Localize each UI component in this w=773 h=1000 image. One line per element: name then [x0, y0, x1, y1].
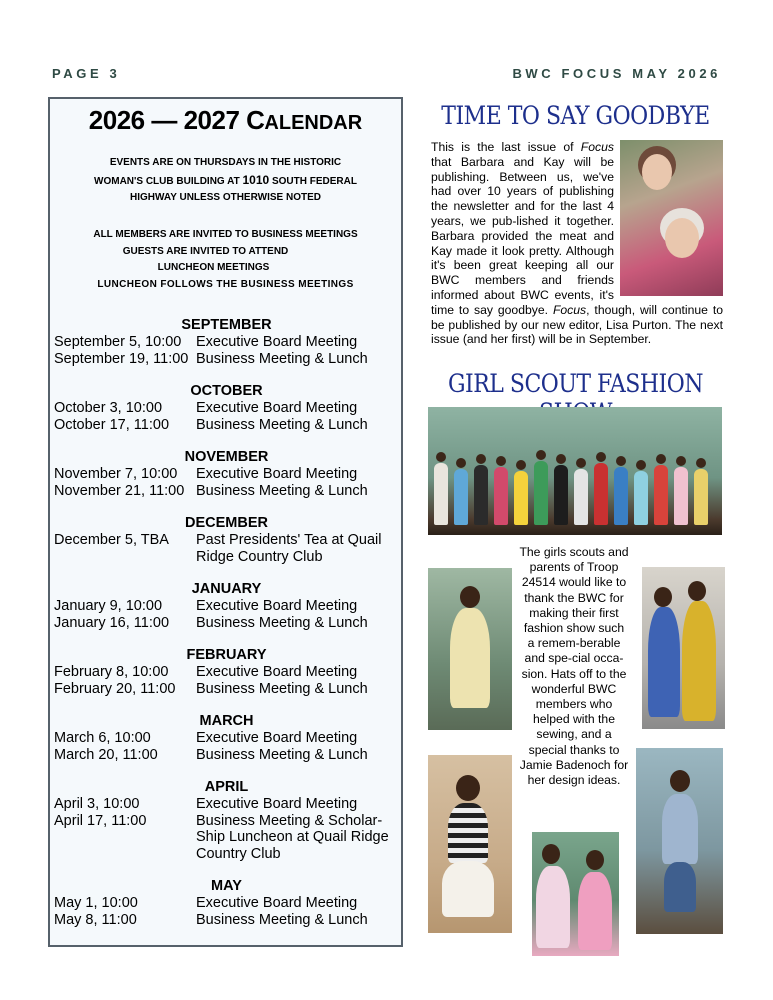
- month-heading: OCTOBER: [190, 383, 263, 399]
- event-title: Business Meeting & Scholar-Ship Luncheon at Quail Ridge Country Club: [196, 812, 389, 862]
- event-date: October 17, 11:00: [54, 416, 170, 433]
- event-date: November 21, 11:00: [54, 482, 185, 499]
- calendar-title: [50, 105, 401, 136]
- focus-name: Focus: [580, 140, 614, 154]
- calendar-event: [54, 532, 399, 565]
- event-title: Business Meeting & Lunch: [196, 680, 368, 697]
- stage-group-photo: [428, 407, 722, 535]
- focus-name: Focus: [552, 302, 587, 317]
- calendar-invite-note: [50, 227, 401, 293]
- calendar-box: [48, 97, 403, 947]
- note-line: GUESTS ARE INVITED TO ATTEND: [122, 245, 289, 257]
- calendar-event: [54, 895, 399, 912]
- calendar-event: [54, 400, 399, 417]
- event-title: Executive Board Meeting: [196, 466, 358, 482]
- event-date: March 6, 10:00: [54, 730, 151, 746]
- calendar-event-list: [54, 317, 399, 928]
- calendar-event: [54, 796, 399, 813]
- event-title: Business Meeting & Lunch: [196, 911, 368, 928]
- calendar-title-main: 2026 — 2027 C: [88, 105, 265, 135]
- month-heading: NOVEMBER: [184, 449, 269, 465]
- month-heading: MAY: [211, 878, 242, 894]
- month-heading: SEPTEMBER: [181, 317, 272, 333]
- goodbye-text: This is the last issue of: [431, 140, 581, 154]
- note-line: LUNCHEON FOLLOWS THE BUSINESS MEETINGS: [97, 278, 354, 290]
- calendar-event: [54, 334, 399, 351]
- scout-photo-pair: [642, 567, 725, 729]
- calendar-event: [54, 664, 399, 681]
- calendar-location-note: [50, 155, 401, 207]
- event-title: Business Meeting & Lunch: [196, 416, 368, 433]
- month-heading: JANUARY: [191, 581, 262, 597]
- calendar-event: [54, 747, 399, 764]
- calendar-event: [54, 351, 399, 368]
- event-title: Business Meeting & Lunch: [196, 350, 368, 367]
- event-date: April 3, 10:00: [54, 796, 140, 812]
- calendar-event: [54, 681, 399, 698]
- event-date: November 7, 10:00: [54, 466, 178, 482]
- event-date: September 5, 10:00: [54, 334, 182, 350]
- event-date: September 19, 11:00: [54, 350, 189, 367]
- month-heading: FEBRUARY: [186, 647, 267, 663]
- scout-photo-striped-dress: [428, 755, 512, 933]
- event-title: Executive Board Meeting: [196, 664, 358, 680]
- event-date: March 20, 11:00: [54, 746, 158, 763]
- calendar-event: [54, 730, 399, 747]
- note-line: HIGHWAY UNLESS OTHERWISE NOTED: [130, 192, 321, 203]
- event-date: April 17, 11:00: [54, 812, 147, 829]
- calendar-event: [54, 483, 399, 500]
- goodbye-text: that Barbara and Kay will be publishing. Between us, we've had over 10 years of publishing the newsletter and for the last 4 years, we pub-lished it together. Barbara provided the meat and Kay made it look pretty. Although it's been great keeping all our BWC members and friends informed about BWC events, it's time to say goodbye.: [431, 154, 614, 317]
- month-heading: DECEMBER: [185, 515, 268, 531]
- month-heading: MARCH: [199, 713, 254, 729]
- goodbye-article: [431, 140, 723, 347]
- event-title: Executive Board Meeting: [196, 895, 358, 911]
- event-date: January 9, 10:00: [54, 598, 163, 614]
- scout-photo-tutus: [532, 832, 619, 956]
- event-date: February 20, 11:00: [54, 680, 176, 697]
- event-date: December 5, TBA: [54, 532, 169, 548]
- event-date: May 8, 11:00: [54, 911, 137, 928]
- note-line: EVENTS ARE ON THURSDAYS IN THE HISTORIC: [109, 157, 342, 168]
- calendar-event: [54, 466, 399, 483]
- event-title: Executive Board Meeting: [196, 598, 358, 614]
- page-number: PAGE 3: [52, 66, 121, 81]
- goodbye-headline: TIME TO SAY GOODBYE: [441, 102, 710, 131]
- event-date: May 1, 10:00: [54, 895, 138, 911]
- event-title: Business Meeting & Lunch: [196, 482, 368, 499]
- event-date: October 3, 10:00: [54, 400, 163, 416]
- calendar-title-tail: ALENDAR: [264, 112, 363, 134]
- event-title: Executive Board Meeting: [196, 334, 358, 350]
- month-heading: APRIL: [204, 779, 249, 795]
- note-line: WOMAN'S CLUB BUILDING AT 1010 SOUTH FEDERAL: [94, 172, 357, 187]
- fashion-show-text: The girls scouts and parents of Troop 24514 would like to thank the BWC for making their first fashion show such a remem-berable and spe-cial occa-sion. Hats off to the wonderful BWC members who helped with the sewing, and a special thanks to Jamie Badenoch for her design ideas.: [519, 545, 629, 788]
- event-title: Executive Board Meeting: [196, 730, 358, 746]
- calendar-event: [54, 417, 399, 434]
- event-title: Past Presidents' Tea at Quail Ridge Country Club: [196, 532, 382, 565]
- editors-photo: [620, 140, 723, 296]
- event-title: Business Meeting & Lunch: [196, 614, 368, 631]
- calendar-event: [54, 813, 399, 863]
- event-title: Executive Board Meeting: [196, 400, 358, 416]
- goodbye-text: , though, will continue to be published by our new editor, Lisa Purton. The next issue (and her first) will be in September.: [431, 302, 723, 347]
- calendar-event: [54, 912, 399, 929]
- fashion-show-headline: GIRL SCOUT FASHION: [447, 370, 704, 399]
- scout-photo-denim: [636, 748, 723, 934]
- note-line: LUNCHEON MEETINGS: [157, 262, 270, 273]
- note-line: ALL MEMBERS ARE INVITED TO BUSINESS MEETINGS: [93, 229, 358, 240]
- calendar-event: [54, 615, 399, 632]
- newsletter-issue: BWC FOCUS MAY 2026: [512, 66, 721, 81]
- calendar-event: [54, 598, 399, 615]
- event-date: January 16, 11:00: [54, 614, 170, 631]
- event-date: February 8, 10:00: [54, 664, 169, 680]
- event-title: Executive Board Meeting: [196, 796, 358, 812]
- scout-photo-yellow-dress: [428, 568, 512, 730]
- event-title: Business Meeting & Lunch: [196, 746, 368, 763]
